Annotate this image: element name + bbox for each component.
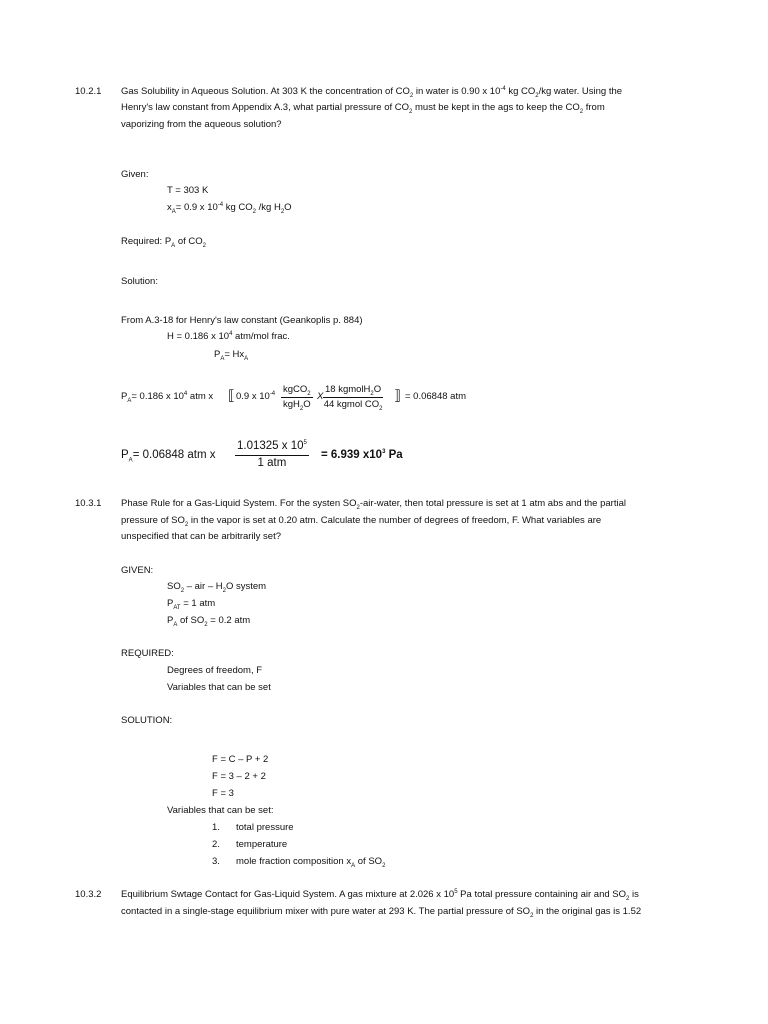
eq1-lhs: $P_A= 0.186$ x $10^4$ atm x [121,390,214,404]
variable-item: mole fraction composition $x_A$ of $SO_2$ [236,856,386,869]
eq1-fraction-2: 18 kgmolH$_2$O 44 kgmol $CO_2$ [323,384,383,412]
variable-item: temperature [236,839,288,850]
henry-constant: H = 0.186 x $10^4$ atm/mol frac. [167,330,290,342]
solution-heading: SOLUTION: [121,715,173,726]
given-heading: GIVEN: [121,565,154,576]
partial-pressure-relation: $P_A= Hx_A$ [214,349,249,362]
eq1-result: = 0.06848 atm [405,391,467,402]
required-heading: REQUIRED: [121,648,174,659]
given-heading: Given: [121,169,149,180]
problem-statement-line: unspecified that can be arbitrarily set? [121,531,282,542]
variable-item-number: 3. [212,856,220,867]
given-partial-pressure: $P_A$ of $SO_2 = 0.2$ atm [167,615,251,628]
problem-number: 10.3.1 [75,498,102,509]
required-line: Required: $P_A$ of $CO_2$ [121,236,206,249]
bracket-right: ⟧ [394,387,401,403]
problem-statement-line: Phase Rule for a Gas-Liquid System. For the systen $SO_2-air$-water, then total pressure is set at 1 atm abs and the partial [121,498,626,511]
bracket-left: ⟦ [228,387,235,403]
given-total-pressure: $P_{AT} = 1$ atm [167,598,216,611]
given-temperature: T = 303 K [167,185,209,196]
eq1-multiply: X [317,391,324,402]
henry-source-line: From A.3-18 for Henry's law constant (Geankoplis p. 884) [121,315,363,326]
problem-statement-line: pressure of $SO_2$ in the vapor is set at 0.20 atm. Calculate the number of degrees of freedom, F. What variables are [121,515,602,528]
eq1-fraction-1: kgCO$_2$ kgH$_2$O [283,384,311,412]
eq1-mid: 0.9 x $10^{-4}$ [236,390,276,402]
phase-rule-step: F = 3 – 2 + 2 [212,771,266,782]
required-item: Variables that can be set [167,682,271,693]
eq2-fraction: 1.01325 x $10^5$ 1 atm [237,440,307,469]
eq2-result: = 6.939 $x10^3$ Pa [321,449,403,461]
problem-number: 10.3.2 [75,889,102,900]
phase-rule-step: F = C – P + 2 [212,754,269,765]
problem-number: 10.2.1 [75,86,102,97]
given-concentration: $x_A= 0.9$ x $10^{-4}$ kg $CO_2$ /kg $H_2O$ [167,201,292,215]
problem-statement-line: Henry's law constant from Appendix A.3, what partial pressure of $CO_2$ must be kept in the ags to keep the $CO_2$ from [121,102,605,115]
variables-heading: Variables that can be set: [167,805,274,816]
problem-statement-line: Equilibrium Swtage Contact for Gas-Liquid System. A gas mixture at 2.026 x $10^5$ Pa total pressure containing air and $SO_2$ is [121,888,639,902]
phase-rule-step: F = 3 [212,788,234,799]
eq2-lhs: $P_A= 0.06848$ atm x [121,449,216,464]
variable-item-number: 1. [212,822,220,833]
problem-statement-line: Gas Solubility in Aqueous Solution. At 303 K the concentration of $CO_2$ in water is 0.90 x $10^{-4}$ kg $CO_2/kg$ water. Using the [121,85,623,99]
given-system: $SO_2$ – air – $H_2O$ system [167,581,267,594]
problem-statement-line: contacted in a single-stage equilibrium mixer with pure water at 293 K. The partial pressure of $SO_2$ in the original gas is 1.52 [121,906,642,919]
solution-heading: Solution: [121,276,158,287]
problem-statement-line: vaporizing from the aqueous solution? [121,119,282,130]
variable-item-number: 2. [212,839,220,850]
variable-item: total pressure [236,822,294,833]
required-item: Degrees of freedom, F [167,665,263,676]
